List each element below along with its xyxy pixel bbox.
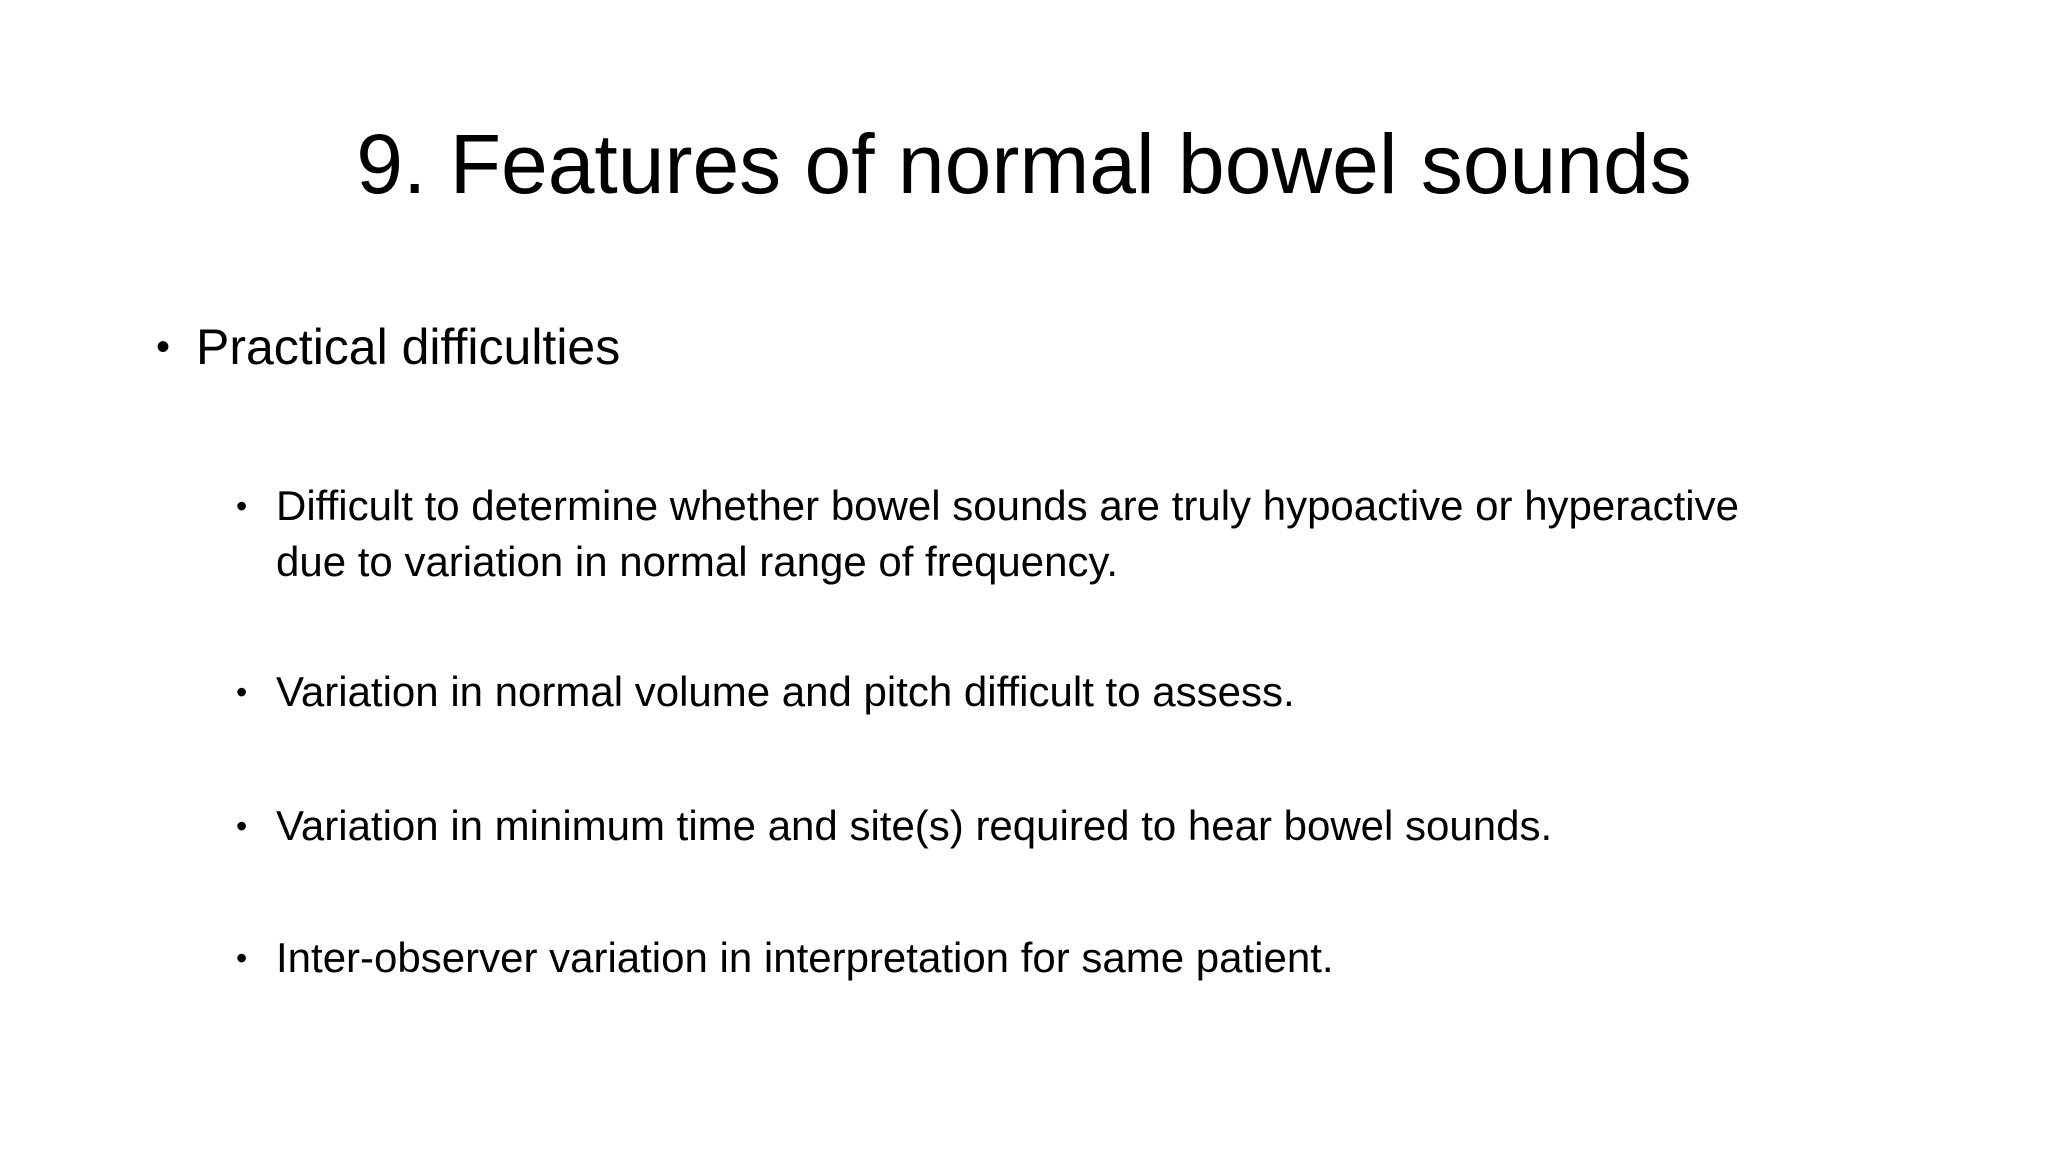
bullet-dot-icon: • xyxy=(236,940,248,976)
sub-bullet-volume-pitch xyxy=(236,664,1796,720)
sub-bullet-inter-observer xyxy=(236,930,1796,986)
sub-bullet-time-site xyxy=(236,798,1796,854)
sub-bullet-text: Difficult to determine whether bowel sounds are truly hypoactive or hyperactive due to variation in normal range of frequency. xyxy=(276,482,1739,585)
bullet-dot-icon: • xyxy=(236,488,248,524)
sub-bullet-text: Inter-observer variation in interpretation for same patient. xyxy=(276,934,1334,981)
slide-title: 9. Features of normal bowel sounds xyxy=(356,117,1692,211)
bullet-text: Practical difficulties xyxy=(196,319,621,375)
sub-bullet-frequency xyxy=(236,478,1796,590)
bullet-practical-difficulties xyxy=(156,316,620,378)
bullet-dot-icon: • xyxy=(236,674,248,710)
sub-bullet-text: Variation in normal volume and pitch difficult to assess. xyxy=(276,668,1295,715)
bullet-dot-icon: • xyxy=(236,808,248,844)
sub-bullet-text: Variation in minimum time and site(s) required to hear bowel sounds. xyxy=(276,802,1553,849)
bullet-dot-icon: • xyxy=(156,325,171,369)
